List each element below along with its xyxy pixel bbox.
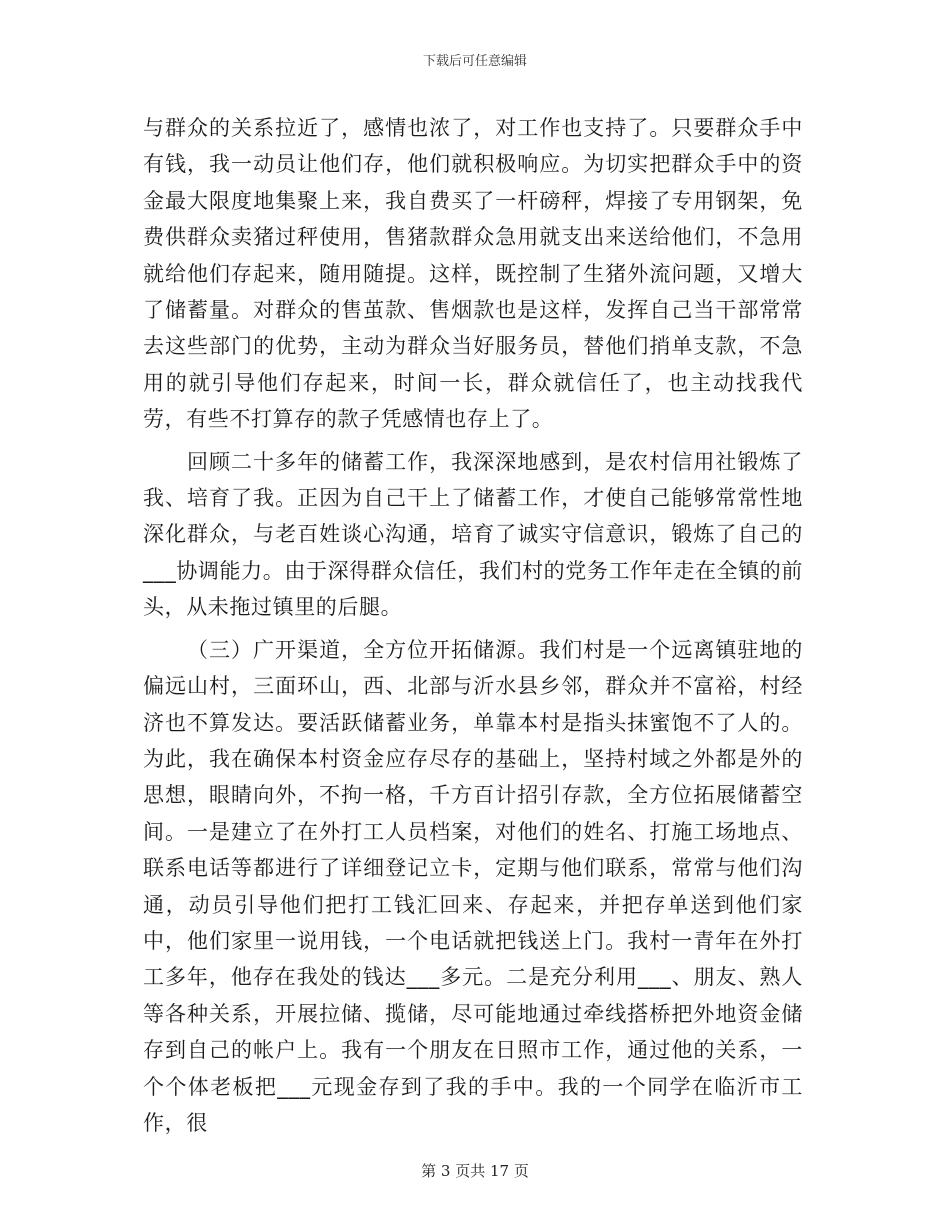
page-number-footer: 第 3 页共 17 页 <box>421 1162 529 1180</box>
document-body <box>143 110 803 1141</box>
page-header-note: 下载后可任意编辑 <box>422 54 527 69</box>
body-paragraph-1: 与群众的关系拉近了，感情也浓了，对工作也支持了。只要群众手中有钱，我一动员让他们存，他们就积极响应。为切实把群众手中的资金最大限度地集聚上来，我自费买了一杆磅秤，焊接了专用钢架，免费供群众卖猪过秤使用，售猪款群众急用就支出来送给他们，不急用就给他们存起来，随用随提。这样，既控制了生猪外流问题，又增大了储蓄量。对群众的售茧款、售烟款也是这样，发挥自己当干部常常去这些部门的优势，主动为群众当好服务员，替他们捎单支款，不急用的就引导他们存起来，时间一长，群众就信任了，也主动找我代劳，有些不打算存的款子凭感情也存上了。 <box>143 116 803 432</box>
body-paragraph-3: （三）广开渠道，全方位开拓储源。我们村是一个远离镇驻地的偏远山村，三面环山，西、北部与沂水县乡邻，群众并不富裕，村经济也不算发达。要活跃储蓄业务，单靠本村是指头抹蜜饱不了人的。为此，我在确保本村资金应存尽存的基础上，坚持村域之外都是外的思想，眼睛向外，不拘一格，千方百计招引存款，全方位拓展储蓄空间。一是建立了在外打工人员档案，对他们的姓名、打施工场地点、联系电话等都进行了详细登记立卡，定期与他们联系，常常与他们沟通，动员引导他们把打工钱汇回来、存起来，并把存单送到他们家中，他们家里一说用钱，一个电话就把钱送上门。我村一青年在外打工多年，他存在我处的钱达___多元。二是充分利用___、朋友、熟人等各种关系，开展拉储、揽储，尽可能地通过牵线搭桥把外地资金储存到自己的帐户上。我有一个朋友在日照市工作，通过他的关系，一个个体老板把___元现金存到了我的手中。我的一个同学在临沂市工作，很 <box>143 637 803 1135</box>
body-paragraph-2: 回顾二十多年的储蓄工作，我深深地感到，是农村信用社锻炼了我、培育了我。正因为自己干上了储蓄工作，才使自己能够常常性地深化群众，与老百姓谈心沟通，培育了诚实守信意识，锻炼了自己的___协调能力。由于深得群众信任，我们村的党务工作年走在全镇的前头，从未拖过镇里的后腿。 <box>143 449 803 620</box>
